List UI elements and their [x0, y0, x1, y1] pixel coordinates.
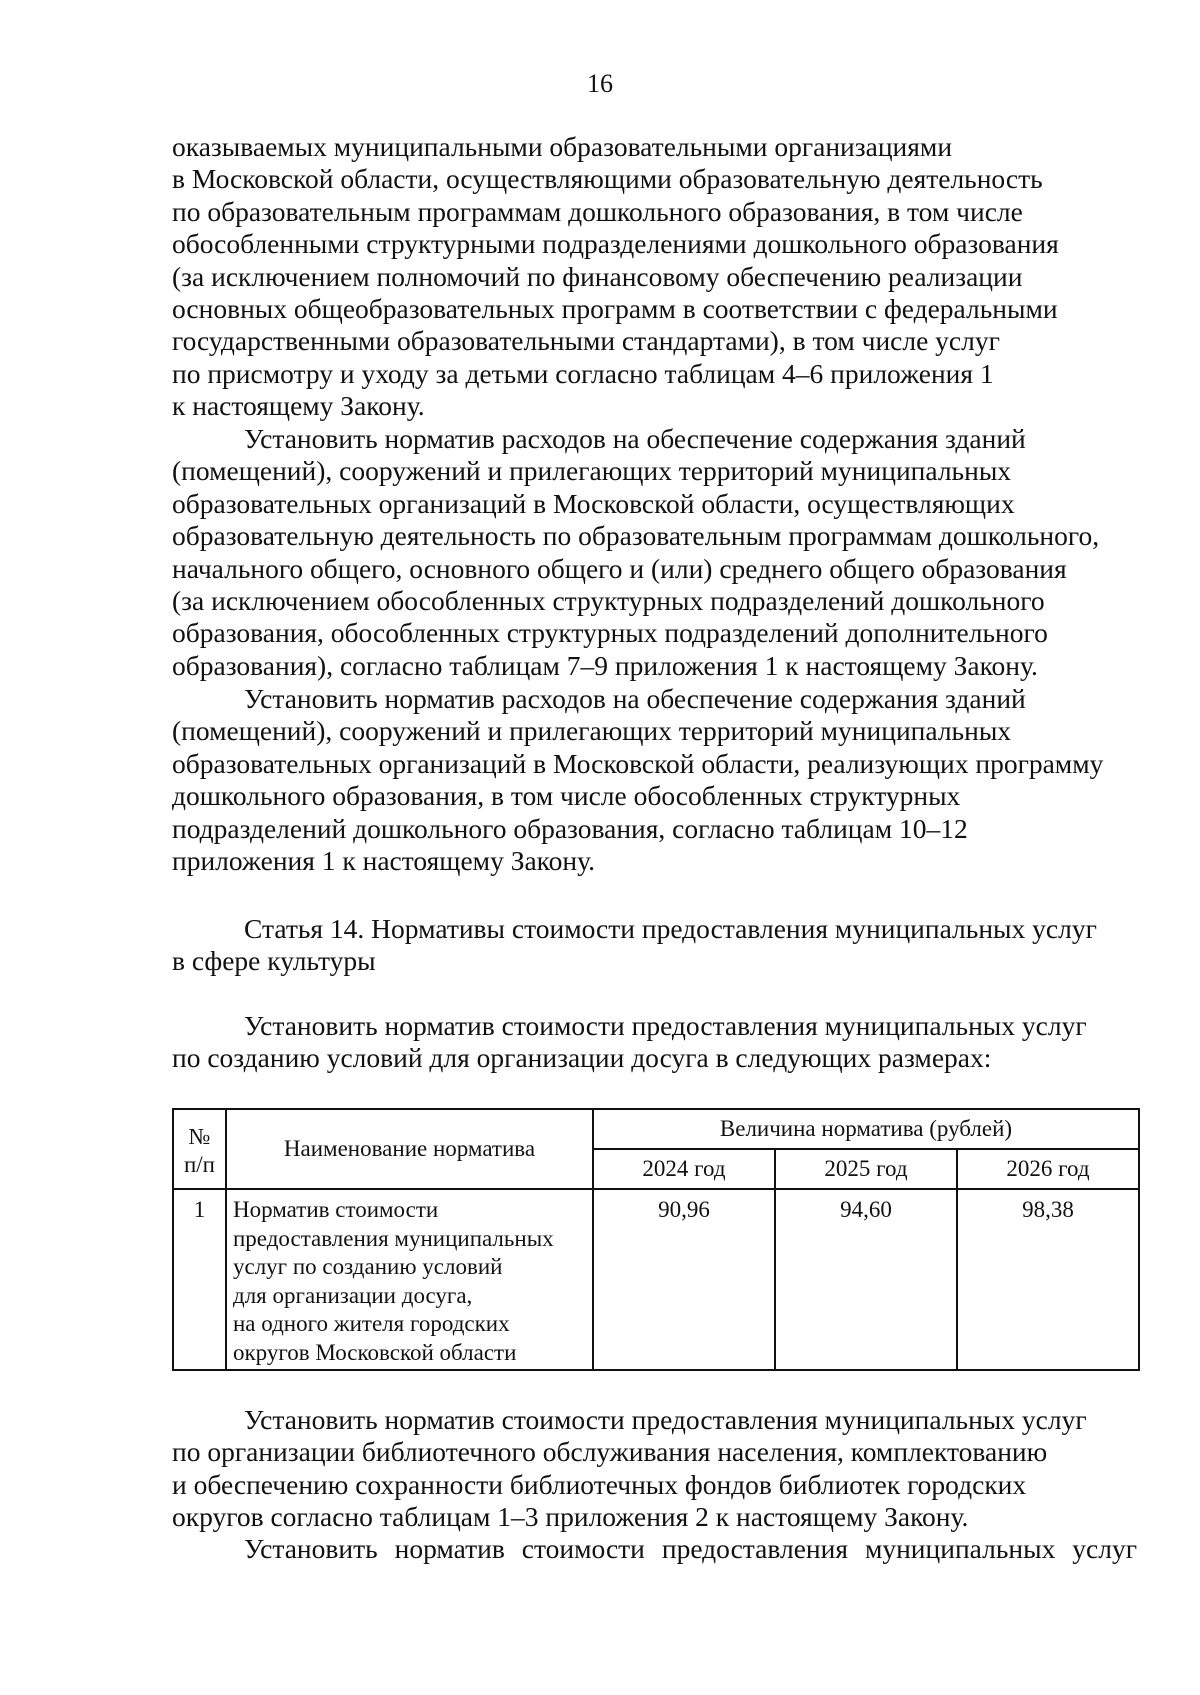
paragraph-3-line: образовательных организаций в Московской области, реализующих программу — [172, 747, 1104, 779]
row-value-2025: 94,60 — [775, 1189, 957, 1370]
paragraph-1-line: по образовательным программам дошкольного образования, в том числе — [172, 195, 1023, 227]
paragraph-2-line: образовательных организаций в Московской области, осуществляющих — [172, 487, 1015, 519]
norms-table — [172, 1108, 1140, 1371]
paragraph-2 — [172, 423, 1137, 682]
row-name-line: услуг по созданию условий — [233, 1254, 503, 1279]
paragraph-3 — [172, 683, 1137, 877]
paragraph-1-line: (за исключением полномочий по финансовому обеспечению реализации — [172, 260, 1023, 292]
page-number: 16 — [587, 69, 613, 98]
paragraph-1-line: оказываемых муниципальными образовательными организациями — [172, 131, 953, 162]
article-heading — [172, 913, 1137, 978]
table-row — [173, 1189, 1139, 1370]
paragraph-1 — [172, 131, 1137, 423]
row-name-cell — [226, 1189, 593, 1370]
article-heading-line: в сфере культуры — [172, 945, 376, 977]
header-number-abbr: п/п — [183, 1152, 215, 1177]
header-year-2026: 2026 год — [957, 1149, 1139, 1189]
header-year-2025: 2025 год — [775, 1149, 957, 1189]
header-number-cell — [173, 1109, 226, 1189]
row-name-line: округов Московской области — [233, 1339, 517, 1365]
paragraph-5 — [172, 1404, 1137, 1534]
header-number-sign: № — [188, 1123, 211, 1149]
paragraph-2-line: (за исключением обособленных структурных подразделений дошкольного — [172, 585, 1045, 617]
paragraph-4 — [172, 1010, 1137, 1075]
row-name-line: Норматив стоимости — [233, 1197, 439, 1222]
paragraph-1-line: в Московской области, осуществляющими образовательную деятельность — [172, 163, 1043, 195]
row-number: 1 — [173, 1189, 226, 1370]
paragraph-2-line: образования), согласно таблицам 7–9 приложения 1 к настоящему Закону. — [172, 649, 1038, 681]
row-name-line: предоставления муниципальных — [233, 1225, 554, 1251]
paragraph-2-line: начального общего, основного общего и (или) среднего общего образования — [172, 552, 1067, 584]
header-year-2024: 2024 год — [593, 1149, 775, 1189]
row-name-line: для организации досуга, — [233, 1282, 473, 1308]
paragraph-5-line: округов согласно таблицам 1–3 приложения 2 к настоящему Закону. — [172, 1501, 969, 1533]
paragraph-2-line: образования, обособленных структурных подразделений дополнительного — [172, 617, 1048, 649]
paragraph-6 — [172, 1533, 1137, 1565]
row-value-2026: 98,38 — [957, 1189, 1139, 1370]
paragraph-1-line: обособленными структурными подразделениями дошкольного образования — [172, 228, 1059, 260]
paragraph-1-line: основных общеобразовательных программ в соответствии с федеральными — [172, 293, 1058, 325]
paragraph-4-line: по созданию условий для организации досуга в следующих размерах: — [172, 1042, 992, 1074]
paragraph-1-line: государственными образовательными стандартами), в том числе услуг — [172, 325, 1000, 357]
row-value-2024: 90,96 — [593, 1189, 775, 1370]
paragraph-2-line: образовательную деятельность по образовательным программам дошкольного, — [172, 520, 1100, 552]
paragraph-1-line: к настоящему Закону. — [172, 390, 425, 422]
paragraph-5-line: по организации библиотечного обслуживания населения, комплектованию — [172, 1436, 1048, 1468]
paragraph-5-line: Установить норматив стоимости предоставления муниципальных услуг — [244, 1404, 1087, 1435]
paragraph-3-line: (помещений), сооружений и прилегающих территорий муниципальных — [172, 715, 1012, 747]
paragraph-2-line: (помещений), сооружений и прилегающих территорий муниципальных — [172, 455, 1012, 487]
paragraph-6-line: Установить норматив стоимости предоставления муниципальных услуг — [244, 1533, 1137, 1564]
paragraph-3-line: подразделений дошкольного образования, согласно таблицам 10–12 — [172, 812, 968, 844]
paragraph-4-line: Установить норматив стоимости предоставления муниципальных услуг — [244, 1010, 1087, 1041]
paragraph-3-line: приложения 1 к настоящему Закону. — [172, 845, 595, 877]
paragraph-5-line: и обеспечению сохранности библиотечных фондов библиотек городских — [172, 1468, 1027, 1500]
row-name-line: на одного жителя городских — [233, 1311, 510, 1336]
header-value-group: Величина норматива (рублей) — [593, 1109, 1139, 1149]
paragraph-3-line: Установить норматив расходов на обеспечение содержания зданий — [244, 683, 1026, 714]
article-heading-line: Статья 14. Нормативы стоимости предоставления муниципальных услуг — [244, 913, 1097, 944]
paragraph-3-line: дошкольного образования, в том числе обособленных структурных — [172, 780, 961, 812]
paragraph-1-line: по присмотру и уходу за детьми согласно таблицам 4–6 приложения 1 — [172, 357, 994, 389]
paragraph-2-line: Установить норматив расходов на обеспечение содержания зданий — [244, 423, 1026, 454]
header-name-cell: Наименование норматива — [226, 1109, 593, 1189]
